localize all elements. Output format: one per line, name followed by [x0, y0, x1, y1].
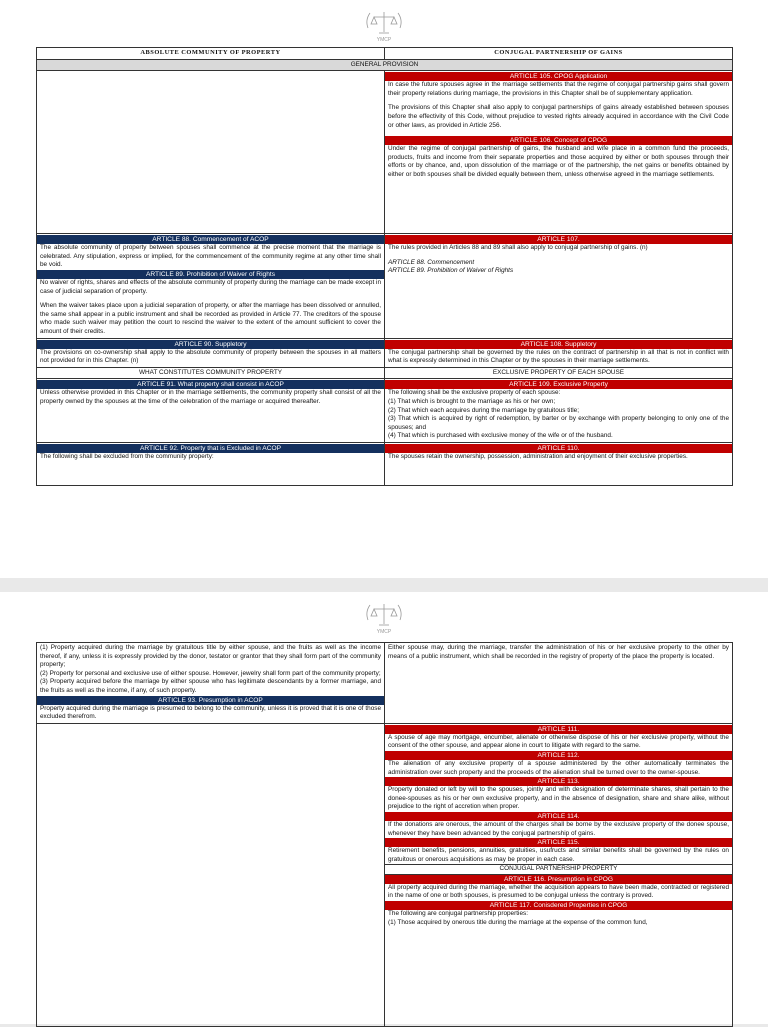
- art92-item-1: (1) Property acquired during the marriage by gratuitous title by either spouse, and the fruits as well as the income thereof, if any, unless it is expressly provided by the donor, testator or grantor that they shall form part of the community property;: [40, 644, 381, 669]
- article-108-heading: ARTICLE 108. Suppletory: [385, 340, 732, 349]
- article-115-text: Retirement benefits, pensions, annuities, gratuities, usufructs and similar benefits shall be governed by the rules on gratuitous or onerous acquisitions as may be proper in each case.: [388, 847, 729, 863]
- cell-art109: [385, 379, 733, 443]
- article-107-ref-89: ARTICLE 89. Prohibition of Waiver of Rights: [388, 267, 514, 275]
- article-109-item-4: (4) That which is purchased with exclusive money of the wife or of the husband.: [388, 432, 613, 440]
- article-90-text: The provisions on co-ownership shall apply to the absolute community of property between the spouses in all matters not provided for in this Chapter. (n): [40, 348, 381, 365]
- article-117-item-1: (1) Those acquired by onerous title during the marriage at the expense of the common fund,: [388, 918, 648, 926]
- article-109-intro: The following shall be the exclusive property of each spouse:: [388, 389, 561, 397]
- article-88-heading: ARTICLE 88. Commencement of ACOP: [37, 235, 384, 244]
- article-105-heading: ARTICLE 105. CPOG Application: [385, 72, 732, 81]
- document-page-2: [0, 592, 768, 1024]
- article-107-text: The rules provided in Articles 88 and 89 shall also apply to conjugal partnership of gains. (n): [388, 244, 648, 252]
- section-general-provision: GENERAL PROVISION: [37, 59, 733, 71]
- cell-art92-items: [37, 643, 385, 724]
- comparison-table-page-1: [36, 47, 733, 486]
- article-91-text: Unless otherwise provided in this Chapter or in the marriage settlements, the community property shall consist of all the property owned by the spouses at the time of the celebration of the marriage or acquired thereafter.: [40, 389, 381, 405]
- article-92-text: The following shall be excluded from the community property:: [40, 452, 214, 460]
- article-110-continued-text: Either spouse may, during the marriage, transfer the administration of his or her exclusive property to the other by means of a public instrument, which shall be recorded in the registry of property of the place the property is located.: [388, 644, 729, 660]
- scales-of-justice-logo: [362, 600, 406, 636]
- article-108-text: The conjugal partnership shall be governed by the rules on the contract of partnership in all that is not in conflict with what is expressly determined in this Chapter or by the spouses in their marriage settlements.: [388, 348, 729, 365]
- article-117-heading: ARTICLE 117. Conisdered Properties in CPOG: [385, 901, 732, 910]
- article-114-heading: ARTICLE 114.: [385, 812, 732, 821]
- section-exclusive-property: EXCLUSIVE PROPERTY OF EACH SPOUSE: [385, 367, 733, 379]
- article-89-heading: ARTICLE 89. Prohibition of Waiver of Rights: [37, 270, 384, 279]
- article-112-text: The alienation of any exclusive property of a spouse administered by the other automatically terminates the administration over such property and the proceeds of the alienation shall be turned over to the owner-spouse.: [388, 759, 729, 776]
- article-89-text-2: When the waiver takes place upon a judicial separation of property, or after the marriage has been dissolved or annulled, the same shall appear in a public instrument and shall be recorded as provided in Article 77. The creditors of the spouse who made such waiver may petition the court to rescind the waiver to the extent of the amount sufficient to cover the amount of their credits.: [40, 302, 381, 335]
- article-113-text: Property donated or left by will to the spouses, jointly and with designation of determinate shares, shall pertain to the donee-spouses as his or her own exclusive property, and in the absence of designation, share and share alike, without prejudice to the right of accretion when proper.: [388, 786, 729, 811]
- article-107-heading: ARTICLE 107.: [385, 235, 732, 244]
- article-112-heading: ARTICLE 112.: [385, 751, 732, 760]
- svg-text:YMCP: YMCP: [376, 629, 392, 635]
- article-116-heading: ARTICLE 116. Presumption in CPOG: [385, 875, 732, 884]
- art92-item-3: (3) Property acquired before the marriage by either spouse who has legitimate descendants by a former marriage, and the fruits as well as the income, if any, of such property.: [40, 678, 381, 694]
- cell-art91: [37, 379, 385, 443]
- article-89-text: No waiver of rights, shares and effects of the absolute community of property during the marriage can be made except in case of judicial separation of property.: [40, 278, 381, 295]
- article-116-text: All property acquired during the marriage, whether the acquisition appears to have been made, contracted or registered in the name of one or both spouses, is presumed to be conjugal unless the contrary is proved.: [388, 883, 729, 900]
- comparison-table-page-2: [36, 642, 733, 1027]
- article-114-text: If the donations are onerous, the amount of the charges shall be borne by the exclusive property of the donee spouse, whenever they have been advanced by the conjugal partnership of gains.: [388, 820, 729, 837]
- cell-art92: [37, 442, 385, 485]
- cell-art107: [385, 234, 733, 338]
- article-109-item-2: (2) That which each acquires during the marriage by gratuitous title;: [388, 406, 579, 414]
- article-88-text: The absolute community of property between spouses shall commence at the precise moment that the marriage is celebrated. Any stipulation, express or implied, for the commencement of the community regime at any other time shall be void.: [40, 244, 381, 269]
- article-111-heading: ARTICLE 111.: [385, 725, 732, 734]
- art92-item-2: (2) Property for personal and exclusive use of either spouse. However, jewelry shall form part of the community property;: [40, 669, 381, 677]
- article-93-heading: ARTICLE 93. Presumption in ACOP: [37, 696, 384, 705]
- article-111-text: A spouse of age may mortgage, encumber, alienate or otherwise dispose of his or her exclusive property, without the consent of the other spouse, and appear alone in court to litigate with regard to the same.: [388, 733, 729, 750]
- scales-of-justice-logo: [362, 8, 406, 44]
- article-115-heading: ARTICLE 115.: [385, 838, 732, 847]
- cell-art105-106: [385, 71, 733, 234]
- section-conjugal-partnership-property: CONJUGAL PARTNERSHIP PROPERTY: [385, 864, 732, 875]
- article-117-intro: The following are conjugal partnership properties:: [388, 910, 528, 918]
- empty-cell: [37, 71, 385, 234]
- article-91-heading: ARTICLE 91. What property shall consist in ACOP: [37, 380, 384, 389]
- article-109-item-1: (1) That which is brought to the marriage as his or her own;: [388, 397, 556, 405]
- article-106-text: Under the regime of conjugal partnership of gains, the husband and wife place in a common fund the proceeds, products, fruits and income from their separate properties and those acquired by either or both spouses through their efforts or by chance, and, upon dissolution of the marriage or of the partnership, the net gains or benefits obtained by either or both spouses shall be divided equally between them, unless otherwise agreed in the marriage settlements.: [388, 145, 729, 178]
- article-110-heading: ARTICLE 110.: [385, 444, 732, 453]
- cell-art108: [385, 338, 733, 367]
- svg-text:YMCP: YMCP: [376, 37, 392, 43]
- article-105-text: In case the future spouses agree in the marriage settlements that the regime of conjugal partnership gains shall govern their property relations during marriage, the provisions in this Chapter shall be of supplementary application.: [388, 81, 729, 97]
- article-109-item-3: (3) That which is acquired by right of redemption, by barter or by exchange with property belonging to only one of the spouses; and: [388, 415, 729, 431]
- cell-art110-cont: [385, 643, 733, 724]
- section-what-constitutes: WHAT CONSTITUTES COMMUNITY PROPERTY: [37, 367, 385, 379]
- article-109-heading: ARTICLE 109. Exclusive Property: [385, 380, 732, 389]
- header-cpog: CONJUGAL PARTNERSHIP OF GAINS: [385, 48, 733, 60]
- article-107-ref-88: ARTICLE 88. Commencement: [388, 258, 475, 266]
- cell-art111-117: [385, 723, 733, 1026]
- cell-art110: [385, 442, 733, 485]
- article-113-heading: ARTICLE 113.: [385, 777, 732, 786]
- header-acop: ABSOLUTE COMMUNITY OF PROPERTY: [37, 48, 385, 60]
- article-92-heading: ARTICLE 92. Property that is Excluded in ACOP: [37, 444, 384, 453]
- article-93-text: Property acquired during the marriage is presumed to belong to the community, unless it is proved that it is one of those excluded therefrom.: [40, 704, 381, 721]
- article-110-text: The spouses retain the ownership, possession, administration and enjoyment of their exclusive properties.: [388, 452, 688, 460]
- article-105-text-2: The provisions of this Chapter shall also apply to conjugal partnerships of gains already established between spouses before the effectivity of this Code, without prejudice to vested rights already acquired in accordance with the Civil Code or other laws, as provided in Article 256.: [388, 104, 729, 129]
- cell-art90: [37, 338, 385, 367]
- article-106-heading: ARTICLE 106. Concept of CPOG: [385, 136, 732, 145]
- cell-art88-89: [37, 234, 385, 338]
- article-90-heading: ARTICLE 90. Suppletory: [37, 340, 384, 349]
- empty-cell: [37, 723, 385, 1026]
